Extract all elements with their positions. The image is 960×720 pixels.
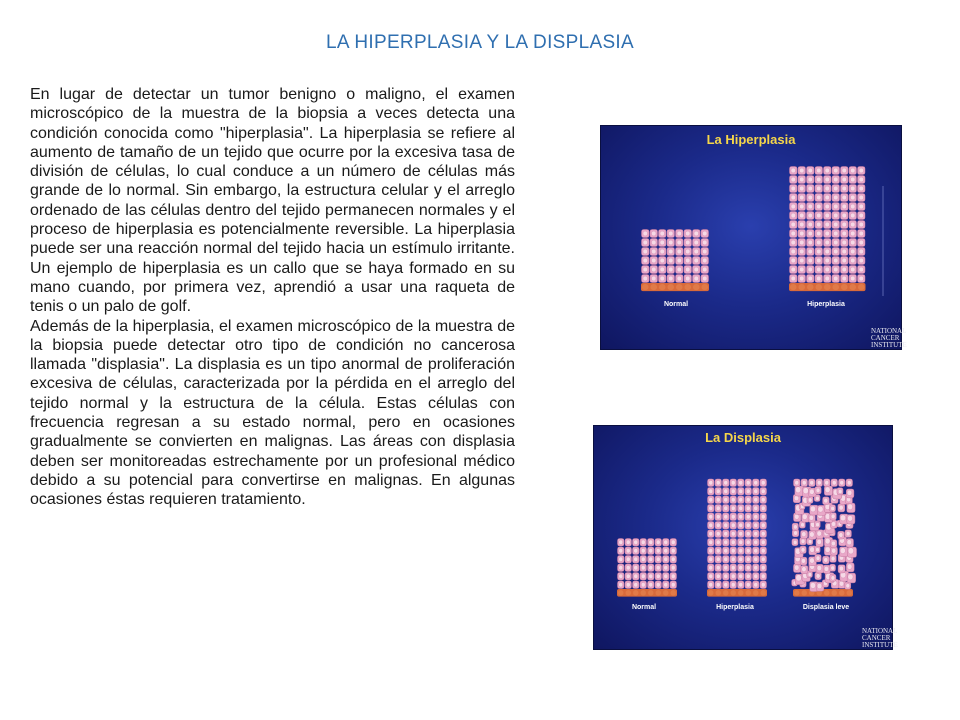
page-title: LA HIPERPLASIA Y LA DISPLASIA — [326, 32, 634, 53]
caption-normal-2: Normal — [631, 604, 657, 611]
caption-hiperplasia: Hiperplasia — [807, 301, 845, 308]
nci-logo-2: NATIONAL CANCER INSTITUTE — [862, 627, 898, 649]
credit-line — [882, 186, 884, 296]
caption-normal: Normal — [663, 301, 689, 308]
caption-hiperplasia-2: Hiperplasia — [716, 604, 754, 611]
paragraph-displasia: Además de la hiperplasia, el examen microscópico de la muestra de la biopsia puede detectar otro tipo de condición no cancerosa llamada "displasia". La displasia es un tipo anormal de proliferación excesiva de células, caracterizada por la pérdida en el arreglo del tejido normal y la estructura de la célula. Estas células con frecuencia regresan a su estado normal, pero en ocasiones gradualmente se convierten en malignas. Las áreas con displasia deben ser monitoreadas estrechamente por un profesional médico debido a su potencial para convertirse en malignas. En algunas ocasiones éstas requieren tratamiento. — [30, 317, 515, 509]
figure-hiperplasia — [600, 125, 907, 350]
tissue-normal — [641, 230, 709, 292]
nci-logo: NATIONAL CANCER INSTITUTE — [871, 327, 907, 349]
tissue-hiperplasia-2 — [707, 479, 767, 597]
body-text — [30, 85, 515, 510]
tissue-hiperplasia — [789, 167, 866, 292]
figure-displasia-title: La Displasia — [705, 430, 781, 445]
tissue-displasia-leve — [792, 479, 857, 597]
caption-displasia-leve: Displasia leve — [802, 604, 850, 611]
figure-hiperplasia-illustration — [601, 126, 907, 349]
tissue-normal-2 — [617, 539, 677, 597]
figure-displasia — [593, 425, 898, 650]
paragraph-hiperplasia: En lugar de detectar un tumor benigno o maligno, el examen microscópico de la muestra de la biopsia a veces detecta una condición conocida como "hiperplasia". La hiperplasia se refiere al aumento de tamaño de un tejido que ocurre por la excesiva tasa de división de células, lo cual conduce a un número de células más grande de lo normal. Sin embargo, la estructura celular y el arreglo ordenado de las células dentro del tejido permanecen normales y el proceso de hiperplasia es potencialmente reversible. La hiperplasia puede ser una reacción normal del tejido hacia un estímulo irritante. Un ejemplo de hiperplasia es un callo que se haya formado en su mano cuando, por primera vez, aprendió a usar una raqueta de tenis o un palo de golf. — [30, 86, 515, 316]
figure-hiperplasia-title: La Hiperplasia — [706, 132, 796, 147]
figure-displasia-illustration — [594, 426, 898, 649]
